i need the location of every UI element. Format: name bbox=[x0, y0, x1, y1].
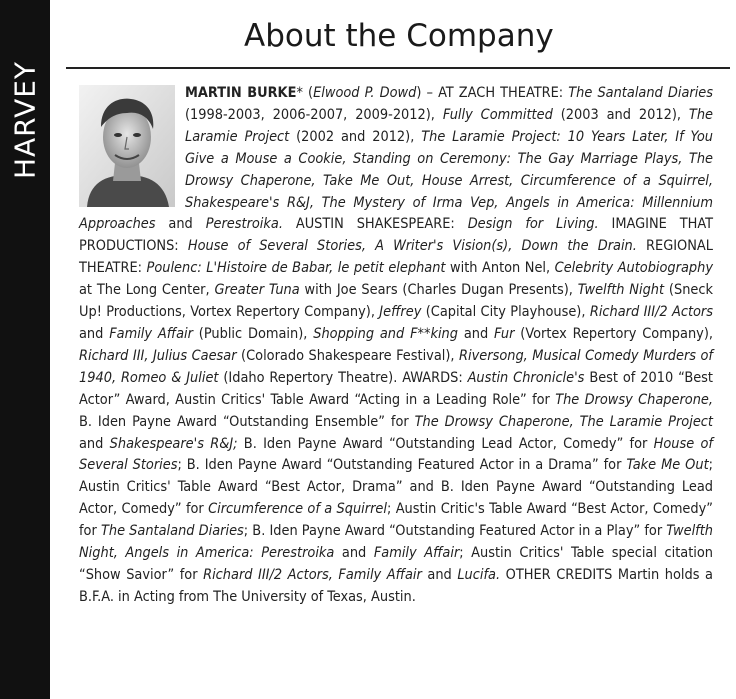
credit-title: Take Me Out bbox=[626, 457, 709, 474]
credit-title: House of Several Stories bbox=[79, 435, 713, 474]
credit-text: (2003 and 2012), bbox=[552, 106, 689, 123]
credit-text: AUSTIN SHAKESPEARE: bbox=[282, 216, 468, 233]
credit-text: and bbox=[458, 325, 495, 342]
credit-text: B. Iden Payne Award “Outstanding Ensemble” for bbox=[79, 413, 415, 430]
credit-text: (Idaho Repertory Theatre). AWARDS: bbox=[218, 369, 468, 386]
credit-text: and bbox=[155, 216, 206, 233]
credit-title: The Santaland Diaries bbox=[100, 523, 244, 540]
credit-title: Fully Committed bbox=[442, 106, 553, 123]
credit-title: The Laramie Project: 10 Years Later, If You Give a Mouse a Cookie, Standing on Ceremony: The Gay Marriage Plays, The Drowsy Chaperone, Take Me Out, House Arrest, Circumference of a Squirrel, Shakespeare's R&J, The Mystery of Irma Vep, Angels in America: Millennium Approaches bbox=[79, 128, 713, 233]
credit-title: The Laramie Project bbox=[185, 106, 714, 145]
credit-title: Riversong, Musical Comedy Murders of 1940, Romeo & Juliet bbox=[79, 347, 713, 386]
credit-text: and bbox=[334, 545, 374, 562]
credit-text: ) – AT ZACH THEATRE: bbox=[416, 85, 569, 101]
credit-title: The Drowsy Chaperone, The Laramie Project bbox=[414, 413, 713, 430]
union-asterisk: * bbox=[296, 85, 303, 101]
credit-title: Perestroika. bbox=[205, 216, 283, 233]
credit-text: (Capital City Playhouse), bbox=[421, 304, 590, 321]
credit-text: Best of 2010 “Best Actor” Award, Austin Critics' Table Award “Acting in a Leading Role” for bbox=[79, 369, 713, 408]
credit-text: and bbox=[79, 325, 110, 342]
credit-text: at The Long Center, bbox=[79, 282, 215, 299]
credit-text: (2002 and 2012), bbox=[289, 128, 422, 145]
credit-title: Poulenc: L'Histoire de Babar, le petit elephant bbox=[146, 260, 446, 277]
credit-text: ( bbox=[302, 85, 314, 101]
credit-text: ; Austin Critic's Table Award “Best Actor, Comedy” for bbox=[79, 501, 713, 540]
credit-title: Twelfth Night bbox=[577, 282, 665, 299]
credit-title: Circumference of a Squirrel bbox=[208, 501, 387, 518]
credit-title: Twelfth Night, Angels in America: Perestroika bbox=[79, 523, 714, 562]
credit-text: ; Austin Critics' Table special citation “Show Savior” for bbox=[79, 545, 714, 583]
credit-text: with Joe Sears (Charles Dugan Presents), bbox=[299, 282, 578, 299]
credit-text: ; Austin Critics' Table Award “Best Actor, Drama” and B. Iden Payne Award “Outstanding Lead Actor, Comedy” for bbox=[79, 457, 714, 518]
credit-title: Shakespeare's R&J; bbox=[109, 435, 238, 452]
credit-title: Austin Chronicle's bbox=[467, 369, 585, 386]
credit-title: Richard III/2 Actors, Family Affair bbox=[203, 566, 422, 583]
credit-text: (Public Domain), bbox=[192, 325, 314, 342]
photo-spacer bbox=[79, 83, 179, 211]
page-title: About the Company bbox=[244, 18, 554, 54]
credit-text: and bbox=[79, 435, 110, 452]
credit-title: The Drowsy Chaperone, bbox=[555, 391, 713, 408]
title-divider bbox=[66, 67, 730, 69]
credit-title: The Santaland Diaries bbox=[568, 85, 714, 101]
credit-title: Richard III/2 Actors bbox=[589, 304, 713, 321]
credit-text: (1998-2003, 2006-2007, 2009-2012), bbox=[185, 106, 443, 123]
credit-title: Lucifa. bbox=[457, 566, 501, 583]
sidebar bbox=[0, 0, 50, 699]
credit-text: REGIONAL THEATRE: bbox=[79, 238, 713, 277]
credit-text: IMAGINE THAT PRODUCTIONS: bbox=[79, 216, 713, 255]
credit-title: Greater Tuna bbox=[214, 282, 300, 299]
credit-title: Fur bbox=[494, 325, 515, 342]
credit-title: House of Several Stories, A Writer's Vision(s), Down the Drain. bbox=[187, 238, 637, 255]
credit-title: Jeffrey bbox=[379, 304, 422, 321]
credit-title: Design for Living. bbox=[467, 216, 599, 233]
credit-title: Family Affair bbox=[109, 325, 193, 342]
credit-text: (Sneck Up! Productions, Vortex Repertory Company), bbox=[79, 282, 713, 321]
bio-paragraph bbox=[79, 83, 713, 609]
credit-title: Celebrity Autobiography bbox=[554, 260, 713, 277]
credit-text: ; B. Iden Payne Award “Outstanding Featured Actor in a Drama” for bbox=[177, 457, 627, 474]
sidebar-title: HARVEY bbox=[8, 60, 42, 180]
credit-title: Richard III, Julius Caesar bbox=[79, 347, 237, 364]
credit-title: Shopping and F**king bbox=[313, 325, 458, 342]
credit-text: (Vortex Repertory Company), bbox=[514, 325, 713, 342]
credit-text: with Anton Nel, bbox=[445, 260, 555, 277]
credit-text: and bbox=[421, 566, 458, 583]
credit-text: OTHER CREDITS Martin holds a B.F.A. in Acting from The University of Texas, Austin. bbox=[79, 566, 713, 605]
credit-text: B. Iden Payne Award “Outstanding Lead Actor, Comedy” for bbox=[237, 435, 654, 452]
credit-title: Elwood P. Dowd bbox=[313, 85, 417, 101]
actor-name: MARTIN BURKE bbox=[185, 85, 297, 101]
credit-text: ; B. Iden Payne Award “Outstanding Featured Actor in a Play” for bbox=[243, 523, 667, 540]
credit-text: (Colorado Shakespeare Festival), bbox=[236, 347, 460, 364]
credit-title: Family Affair bbox=[373, 545, 460, 562]
